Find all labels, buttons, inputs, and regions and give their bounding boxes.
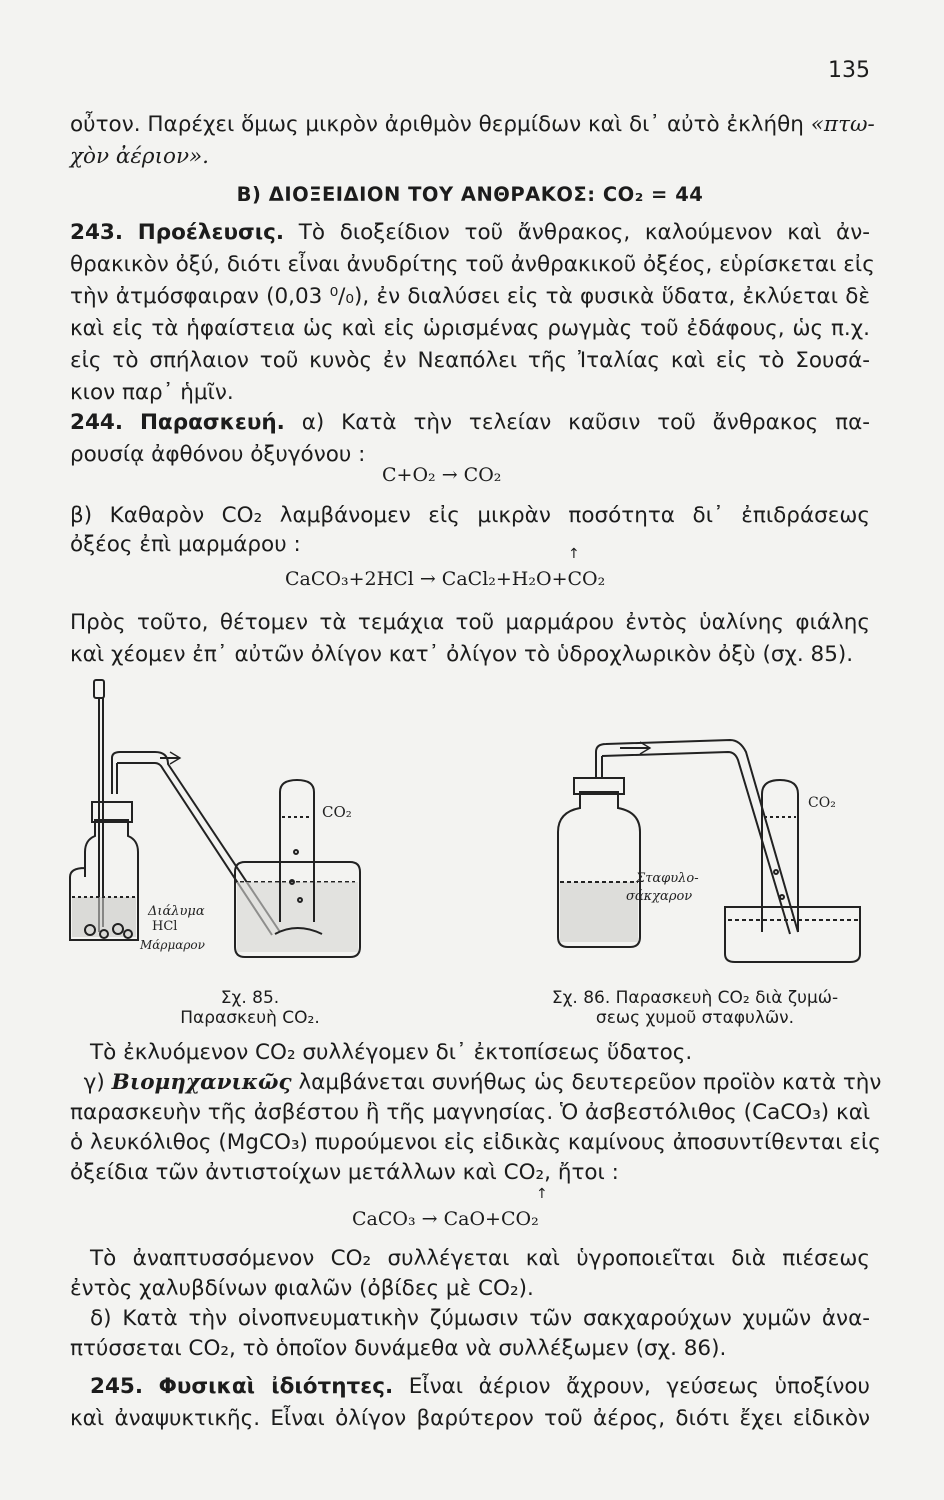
fig85-label-marble: Μάρμαρον	[140, 938, 205, 952]
paragraph-collect-co2: Τὸ ἐκλυόμενον CO₂ συλλέγομεν δι᾽ ἐκτοπίσεως ὕδατος.	[90, 1040, 693, 1065]
section-243-line-5: εἰς τὸ σπήλαιον τοῦ κυνὸς ἐν Νεαπόλει τῆς Ἰταλίας καὶ εἰς τὸ Σουσά-	[70, 348, 870, 373]
gas-release-arrow-2: ↑	[536, 1186, 548, 1202]
paragraph-c-line-1: γ) Βιομηχανικῶς λαμβάνεται συνήθως ὡς δευτερεῦον προϊὸν κατὰ τὴν	[83, 1070, 882, 1095]
paragraph-c-line-3: ὁ λευκόλιθος (MgCO₃) πυρούμενοι εἰς εἰδικὰς καμίνους ἀποσυντίθενται εἰς	[70, 1130, 881, 1155]
equation-marble-hcl: CaCO₃+2HCl → CaCl₂+H₂O+CO₂	[285, 568, 606, 590]
text-line-2: χὸν ἀέριον».	[70, 144, 210, 169]
section-243-line-1: 243. Προέλευσις. Τὸ διοξείδιον τοῦ ἄνθρακος, καλούμενον καὶ ἀν-	[70, 220, 870, 245]
paragraph-d-line-2: πτύσσεται CO₂, τὸ ὁποῖον δυνάμεθα νὰ συλλέξωμεν (σχ. 86).	[70, 1336, 727, 1361]
fig85-label-co2: CO₂	[322, 803, 352, 821]
text-line-1: οὖτον. Παρέχει ὅμως μικρὸν ἀριθμὸν θερμίδων καὶ δι᾽ αὐτὸ ἐκλήθη «πτω-	[70, 112, 875, 137]
section-245-line-2: καὶ ἀναψυκτικῆς. Εἶναι ὀλίγον βαρύτερον τοῦ ἀέρος, διότι ἔχει εἰδικὸν	[70, 1406, 870, 1431]
section-243-line-6: κιον παρ᾽ ἡμῖν.	[70, 380, 234, 405]
page-number: 135	[828, 58, 870, 83]
fig86-label-co2: CO₂	[808, 795, 836, 811]
equation-carbon-combustion: C+O₂ → CO₂	[382, 464, 502, 486]
fig85-label-solution: Διάλυμα	[148, 904, 205, 919]
figure-85-caption: Σχ. 85. Παρασκευὴ CO₂.	[180, 988, 320, 1028]
paragraph-procedure-line-1: Πρὸς τοῦτο, θέτομεν τὰ τεμάχια τοῦ μαρμάρου ἐντὸς ὑαλίνης φιάλης	[70, 610, 870, 635]
section-244-line-1: 244. Παρασκευή. α) Κατὰ τὴν τελείαν καῦσιν τοῦ ἄνθρακος πα-	[70, 410, 870, 435]
fig86-label-yeast-2: σάκχαρον	[626, 889, 693, 904]
paragraph-c-line-4: ὀξείδια τῶν ἀντιστοίχων μετάλλων καὶ CO₂, ἤτοι :	[70, 1160, 619, 1185]
paragraph-procedure-line-2: καὶ χέομεν ἐπ᾽ αὐτῶν ὀλίγον κατ᾽ ὀλίγον τὸ ὑδροχλωρικὸν ὀξὺ (σχ. 85).	[70, 642, 854, 667]
paragraph-d-line-1: δ) Κατὰ τὴν οἰνοπνευματικὴν ζύμωσιν τῶν σακχαρούχων χυμῶν ἀνα-	[90, 1306, 870, 1331]
fig86-label-yeast-1: Σταφυλο-	[636, 871, 699, 886]
fig85-label-hcl: HCl	[152, 919, 178, 934]
figure-86-apparatus	[540, 722, 870, 972]
paragraph-liquefy-line-1: Τὸ ἀναπτυσσόμενον CO₂ συλλέγεται καὶ ὑγροποιεῖται διὰ πιέσεως	[90, 1246, 870, 1271]
paragraph-b-line-1: β) Καθαρὸν CO₂ λαμβάνομεν εἰς μικρὰν ποσότητα δι᾽ ἐπιδράσεως	[70, 503, 870, 528]
section-243-line-2: θρακικὸν ὀξύ, διότι εἶναι ἀνυδρίτης τοῦ ἀνθρακικοῦ ὀξέος, εὑρίσκεται εἰς	[70, 252, 875, 277]
section-244-line-2: ρουσίᾳ ἀφθόνου ὀξυγόνου :	[70, 442, 366, 467]
figure-86-caption: Σχ. 86. Παρασκευὴ CO₂ διὰ ζυμώ- σεως χυμοῦ σταφυλῶν.	[551, 988, 839, 1028]
figure-85-apparatus	[60, 672, 390, 972]
paragraph-liquefy-line-2: ἐντὸς χαλυβδίνων φιαλῶν (ὀβίδες μὲ CO₂).	[70, 1276, 534, 1301]
paragraph-b-line-2: ὀξέος ἐπὶ μαρμάρου :	[70, 532, 301, 557]
gas-release-arrow-1: ↑	[568, 546, 580, 562]
paragraph-c-line-2: παρασκευὴν τῆς ἀσβέστου ἢ τῆς μαγνησίας. Ὁ ἀσβεστόλιθος (CaCO₃) καὶ	[70, 1100, 871, 1125]
section-243-line-4: καὶ εἰς τὰ ἡφαίστεια ὡς καὶ εἰς ὡρισμένας ρωγμὰς τοῦ ἐδάφους, ὡς π.χ.	[70, 316, 870, 341]
section-245-line-1: 245. Φυσικαὶ ἰδιότητες. Εἶναι ἀέριον ἄχρουν, γεύσεως ὑποξίνου	[90, 1374, 870, 1399]
section-243-line-3: τὴν ἀτμόσφαιραν (0,03 ⁰/₀), ἐν διαλύσει εἰς τὰ φυσικὰ ὕδατα, ἐκλύεται δὲ	[70, 284, 870, 309]
section-heading-b: Β) ΔΙΟΞΕΙΔΙΟΝ ΤΟΥ ΑΝΘΡΑΚΟΣ: CO₂ = 44	[236, 183, 704, 206]
equation-limestone: CaCO₃ → CaO+CO₂	[352, 1208, 539, 1230]
